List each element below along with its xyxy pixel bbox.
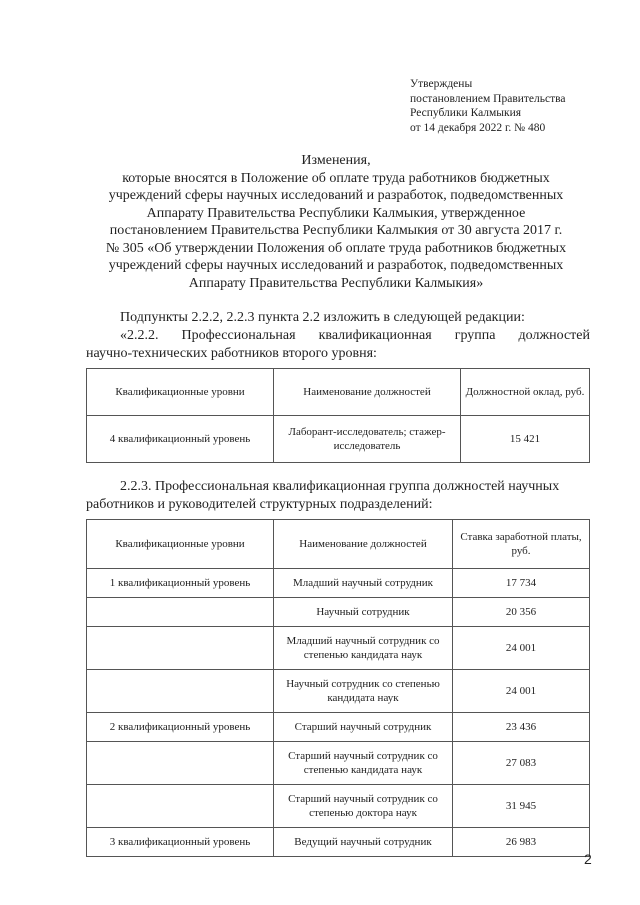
section-223-paragraph (86, 478, 590, 513)
word: должностей (518, 328, 590, 343)
title-line: Аппарату Правительства Республики Калмыкия, утвержденное (146, 205, 526, 221)
word: Профессиональная (181, 328, 296, 343)
header-cell: Наименование должностей (274, 369, 461, 416)
section-222-paragraph (86, 327, 590, 362)
table-row (87, 416, 590, 463)
table-row (87, 670, 590, 713)
table-row (87, 569, 590, 598)
title-line: учреждений сферы научных исследований и разработок, подведомственных (108, 188, 564, 203)
header-cell: Должностной оклад, руб. (461, 369, 590, 416)
section-222-line1 (86, 327, 590, 345)
table-row (87, 627, 590, 670)
level-cell (87, 785, 274, 828)
section-223-line1: 2.2.3. Профессиональная квалификационная группа должностей научных (120, 479, 560, 494)
salary-cell: 24 001 (453, 627, 590, 670)
salary-cell: 27 083 (453, 742, 590, 785)
level-cell (87, 598, 274, 627)
header-cell: Ставка заработной платы, руб. (453, 520, 590, 569)
salary-cell: 31 945 (453, 785, 590, 828)
salary-cell: 15 421 (461, 416, 590, 463)
section-222-line2: научно-технических работников второго уровня: (86, 345, 377, 361)
section-223-line2: работников и руководителей структурных подразделений: (86, 496, 433, 512)
salary-cell: 17 734 (453, 569, 590, 598)
table-row (87, 742, 590, 785)
level-cell (87, 670, 274, 713)
table-pkg-researchers (86, 519, 590, 857)
table-pkg-second-level (86, 368, 590, 463)
table-row (87, 828, 590, 857)
header-cell: Квалификационные уровни (87, 369, 274, 416)
position-cell: Младший научный сотрудник со степенью кандидата наук (274, 627, 453, 670)
approval-line: Утверждены (410, 78, 473, 90)
position-cell: Младший научный сотрудник (274, 569, 453, 598)
salary-cell: 26 983 (453, 828, 590, 857)
title-line: учреждений сферы научных исследований и разработок, подведомственных (108, 258, 564, 273)
page-number: 2 (584, 851, 592, 867)
position-cell: Старший научный сотрудник (274, 713, 453, 742)
level-cell (87, 627, 274, 670)
salary-cell: 23 436 (453, 713, 590, 742)
table-row (87, 598, 590, 627)
approval-line: постановлением Правительства (410, 92, 566, 105)
position-cell: Научный сотрудник со степенью кандидата наук (274, 670, 453, 713)
approval-line: Республики Калмыкия (410, 107, 522, 119)
title-line: Аппарату Правительства Республики Калмыкия» (188, 275, 484, 291)
level-cell: 3 квалификационный уровень (87, 828, 274, 857)
word: группа (454, 328, 496, 343)
position-cell: Ведущий научный сотрудник (274, 828, 453, 857)
position-cell: Старший научный сотрудник со степенью доктора наук (274, 785, 453, 828)
position-cell: Старший научный сотрудник со степенью кандидата наук (274, 742, 453, 785)
word: квалификационная (318, 328, 432, 343)
level-cell: 2 квалификационный уровень (87, 713, 274, 742)
approval-stamp (410, 77, 566, 135)
word: «2.2.2. (120, 328, 159, 343)
header-cell: Наименование должностей (274, 520, 453, 569)
title-line: постановлением Правительства Республики Калмыкия от 30 августа 2017 г. (109, 223, 563, 238)
header-cell: Квалификационные уровни (87, 520, 274, 569)
salary-cell: 24 001 (453, 670, 590, 713)
title-line: которые вносятся в Положение об оплате труда работников бюджетных (122, 170, 550, 186)
level-cell: 4 квалификационный уровень (87, 416, 274, 463)
table-header-row (87, 520, 590, 569)
title-line: № 305 «Об утверждении Положения об оплате труда работников бюджетных (105, 240, 567, 256)
title-heading: Изменения, (301, 153, 371, 168)
salary-cell: 20 356 (453, 598, 590, 627)
table-header-row (87, 369, 590, 416)
position-cell: Лаборант-исследователь; стажер-исследователь (274, 416, 461, 463)
table-row (87, 785, 590, 828)
position-cell: Научный сотрудник (274, 598, 453, 627)
intro-paragraph: Подпункты 2.2.2, 2.2.3 пункта 2.2 изложить в следующей редакции: (120, 310, 525, 325)
table-row (87, 713, 590, 742)
level-cell (87, 742, 274, 785)
level-cell: 1 квалификационный уровень (87, 569, 274, 598)
document-title (86, 152, 586, 292)
approval-line: от 14 декабря 2022 г. № 480 (410, 121, 546, 134)
